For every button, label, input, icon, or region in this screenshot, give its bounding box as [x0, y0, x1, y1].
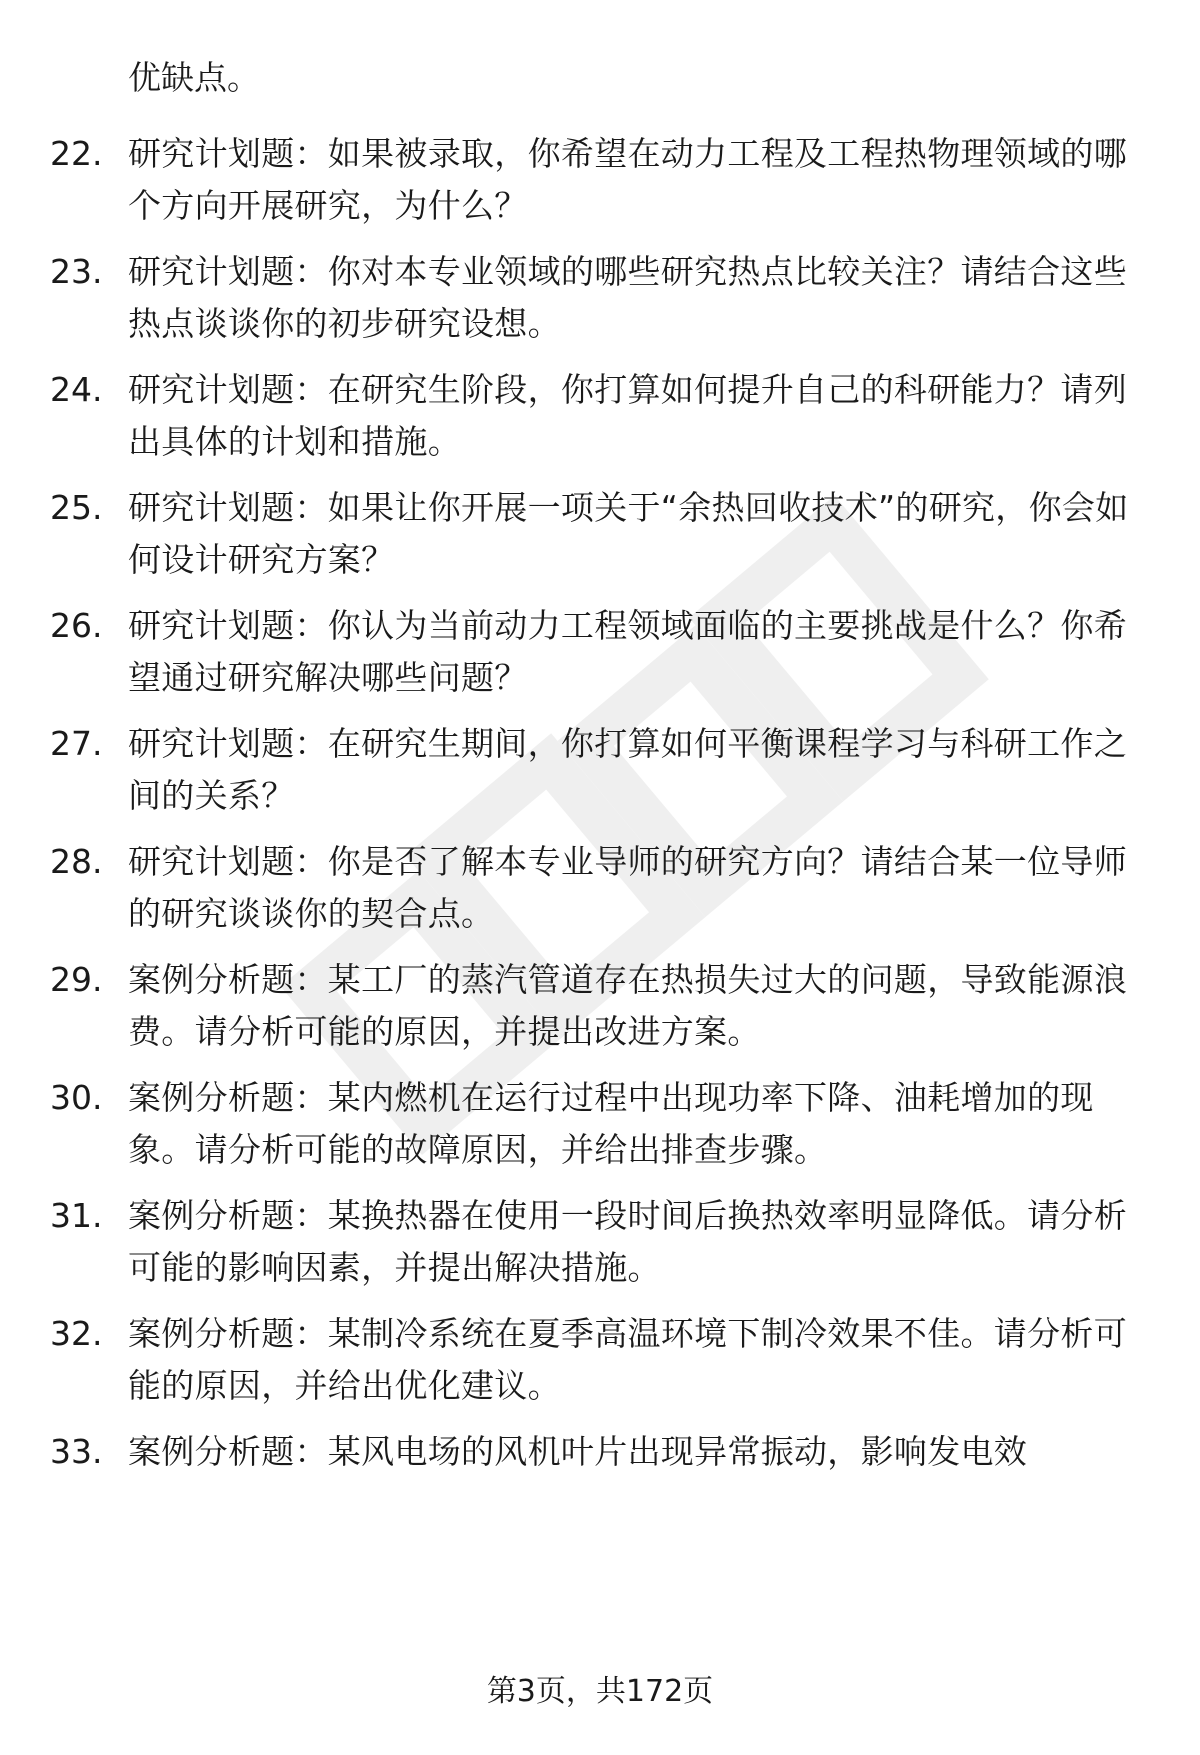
question-number: 25.: [50, 488, 103, 527]
question-text: 研究计划题：你是否了解本专业导师的研究方向？请结合某一位导师的研究谈谈你的契合点。: [128, 842, 1127, 933]
question-number: 33.: [50, 1432, 103, 1471]
question-text: 案例分析题：某内燃机在运行过程中出现功率下降、油耗增加的现象。请分析可能的故障原因，并给出排查步骤。: [128, 1078, 1094, 1169]
question-item: [0, 364, 1200, 474]
question-number: 26.: [50, 606, 103, 645]
question-item: [0, 1190, 1200, 1300]
question-item: [0, 600, 1200, 710]
question-text: 研究计划题：你认为当前动力工程领域面临的主要挑战是什么？你希望通过研究解决哪些问题？: [128, 606, 1127, 697]
question-number: 28.: [50, 842, 103, 881]
question-text: 研究计划题：你对本专业领域的哪些研究热点比较关注？请结合这些热点谈谈你的初步研究设想。: [128, 252, 1127, 343]
question-text: 研究计划题：在研究生阶段，你打算如何提升自己的科研能力？请列出具体的计划和措施。: [128, 370, 1127, 461]
question-item: [0, 1308, 1200, 1418]
question-number: 23.: [50, 252, 103, 291]
question-number: 22.: [50, 134, 103, 173]
question-item: [0, 718, 1200, 828]
question-text: 研究计划题：如果让你开展一项关于“余热回收技术”的研究，你会如何设计研究方案？: [128, 488, 1129, 579]
question-text: 案例分析题：某工厂的蒸汽管道存在热损失过大的问题，导致能源浪费。请分析可能的原因，并提出改进方案。: [128, 960, 1127, 1051]
question-text: 研究计划题：如果被录取，你希望在动力工程及工程热物理领域的哪个方向开展研究，为什么？: [128, 134, 1127, 225]
question-number: 31.: [50, 1196, 103, 1235]
question-number: 27.: [50, 724, 103, 763]
question-item: [0, 482, 1200, 592]
question-number: 24.: [50, 370, 103, 409]
question-text: 研究计划题：在研究生期间，你打算如何平衡课程学习与科研工作之间的关系？: [128, 724, 1127, 815]
question-item: [0, 954, 1200, 1064]
question-item: [0, 1072, 1200, 1182]
continuation-text: 优缺点。: [128, 58, 260, 97]
question-number: 29.: [50, 960, 103, 999]
question-text: 案例分析题：某换热器在使用一段时间后换热效率明显降低。请分析可能的影响因素，并提出解决措施。: [128, 1196, 1127, 1287]
page-footer: 第3页，共172页: [486, 1674, 714, 1709]
question-item: [0, 1426, 1200, 1536]
question-text: 案例分析题：某制冷系统在夏季高温环境下制冷效果不佳。请分析可能的原因，并给出优化建议。: [128, 1314, 1127, 1405]
question-item: [0, 836, 1200, 946]
question-number: 30.: [50, 1078, 103, 1117]
question-number: 32.: [50, 1314, 103, 1353]
question-item: [0, 128, 1200, 238]
question-text: 案例分析题：某风电场的风机叶片出现异常振动，影响发电效: [128, 1432, 1028, 1471]
question-item: [0, 246, 1200, 356]
